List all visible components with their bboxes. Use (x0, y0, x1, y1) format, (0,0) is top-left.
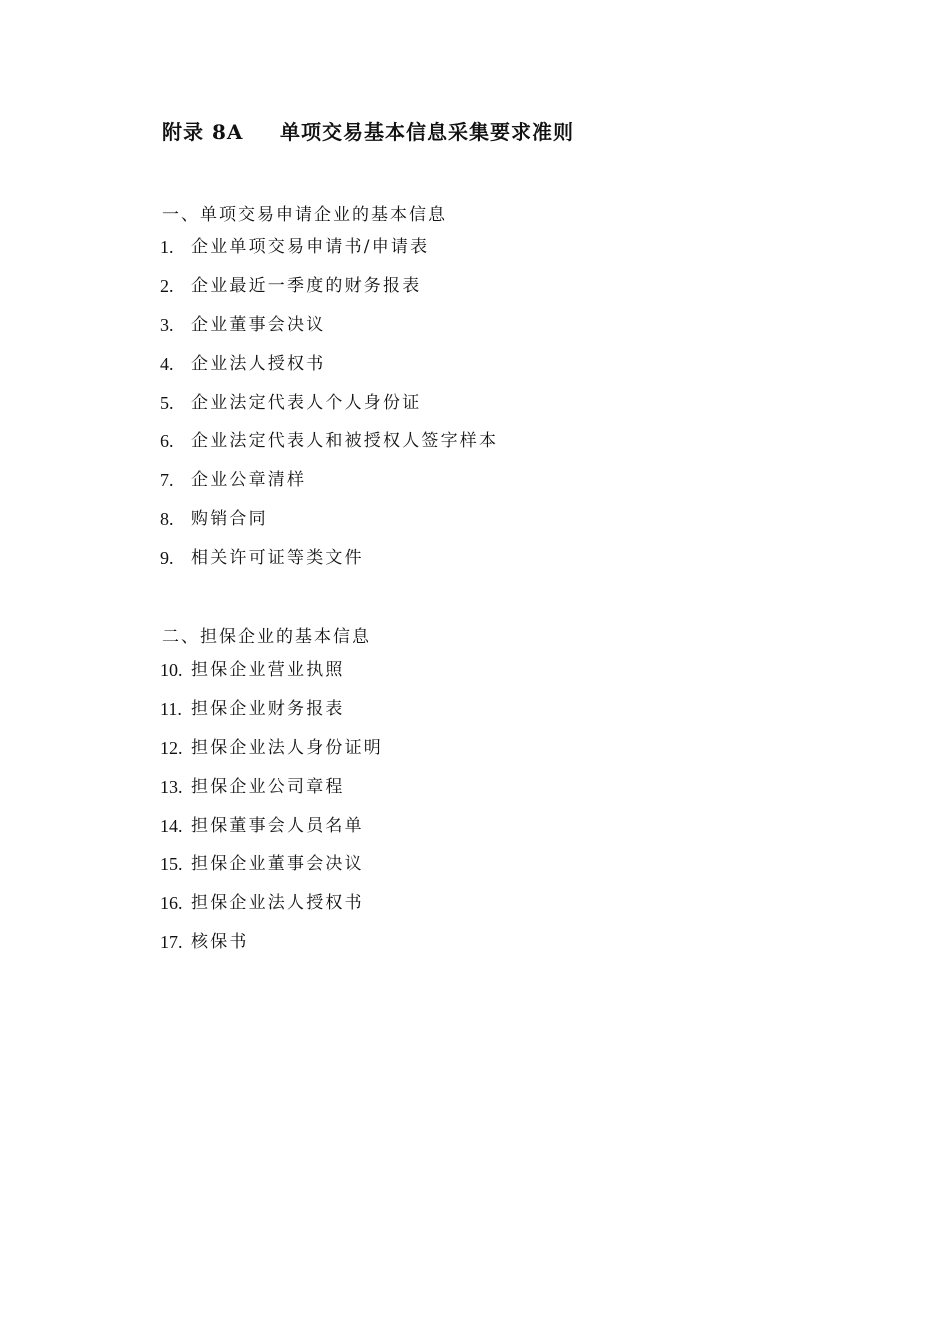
list-item (160, 853, 383, 892)
item-text: 担保董事会人员名单 (191, 815, 364, 836)
item-number: 3. (160, 314, 174, 335)
item-text: 企业单项交易申请书/申请表 (191, 237, 430, 257)
item-text: 担保企业法人身份证明 (191, 737, 383, 758)
applicant-info-list (160, 236, 498, 586)
list-item (160, 275, 498, 314)
list-item (160, 353, 498, 392)
item-text: 企业董事会决议 (191, 314, 326, 335)
list-item (160, 931, 383, 970)
item-text: 担保企业财务报表 (191, 698, 345, 719)
item-text: 担保企业董事会决议 (191, 854, 364, 875)
list-item (160, 815, 383, 854)
appendix-number: 附录 8A (162, 120, 244, 144)
page-title (162, 116, 574, 145)
section-heading-applicant: 一、单项交易申请企业的基本信息 (162, 205, 447, 225)
guarantor-info-list (160, 659, 383, 970)
item-number: 8. (160, 509, 174, 530)
section-heading-guarantor: 二、担保企业的基本信息 (162, 627, 371, 647)
item-number: 2. (160, 275, 174, 296)
item-number: 15. (160, 854, 183, 875)
item-number: 9. (160, 548, 174, 569)
list-item (160, 392, 498, 431)
item-text: 企业法定代表人和被授权人签字样本 (191, 431, 499, 452)
item-text: 购销合同 (191, 509, 268, 530)
list-item (160, 314, 498, 353)
list-item (160, 892, 383, 931)
list-item (160, 776, 383, 815)
list-item (160, 547, 498, 586)
item-number: 12. (160, 737, 183, 758)
item-text: 担保企业公司章程 (191, 776, 345, 797)
list-item (160, 698, 383, 737)
item-number: 14. (160, 815, 183, 836)
list-item (160, 737, 383, 776)
item-number: 11. (160, 698, 182, 719)
item-text: 企业最近一季度的财务报表 (191, 275, 422, 296)
item-text: 担保企业法人授权书 (191, 893, 364, 914)
item-text: 担保企业营业执照 (191, 660, 345, 680)
item-number: 16. (160, 893, 183, 914)
item-text: 企业公章清样 (191, 470, 307, 491)
list-item (160, 508, 498, 547)
item-number: 7. (160, 470, 174, 491)
item-number: 17. (160, 932, 183, 953)
item-text: 核保书 (191, 932, 249, 953)
item-number: 6. (160, 431, 174, 452)
item-number: 4. (160, 353, 174, 374)
list-item (160, 430, 498, 469)
item-number: 5. (160, 392, 174, 413)
title-text: 单项交易基本信息采集要求准则 (280, 120, 574, 144)
item-number: 13. (160, 776, 183, 797)
list-item (160, 469, 498, 508)
list-item (160, 236, 498, 275)
item-text: 企业法人授权书 (191, 353, 326, 374)
item-number: 10. (160, 660, 183, 680)
list-item (160, 659, 383, 698)
item-number: 1. (160, 237, 174, 257)
item-text: 企业法定代表人个人身份证 (191, 392, 422, 413)
item-text: 相关许可证等类文件 (191, 548, 364, 569)
